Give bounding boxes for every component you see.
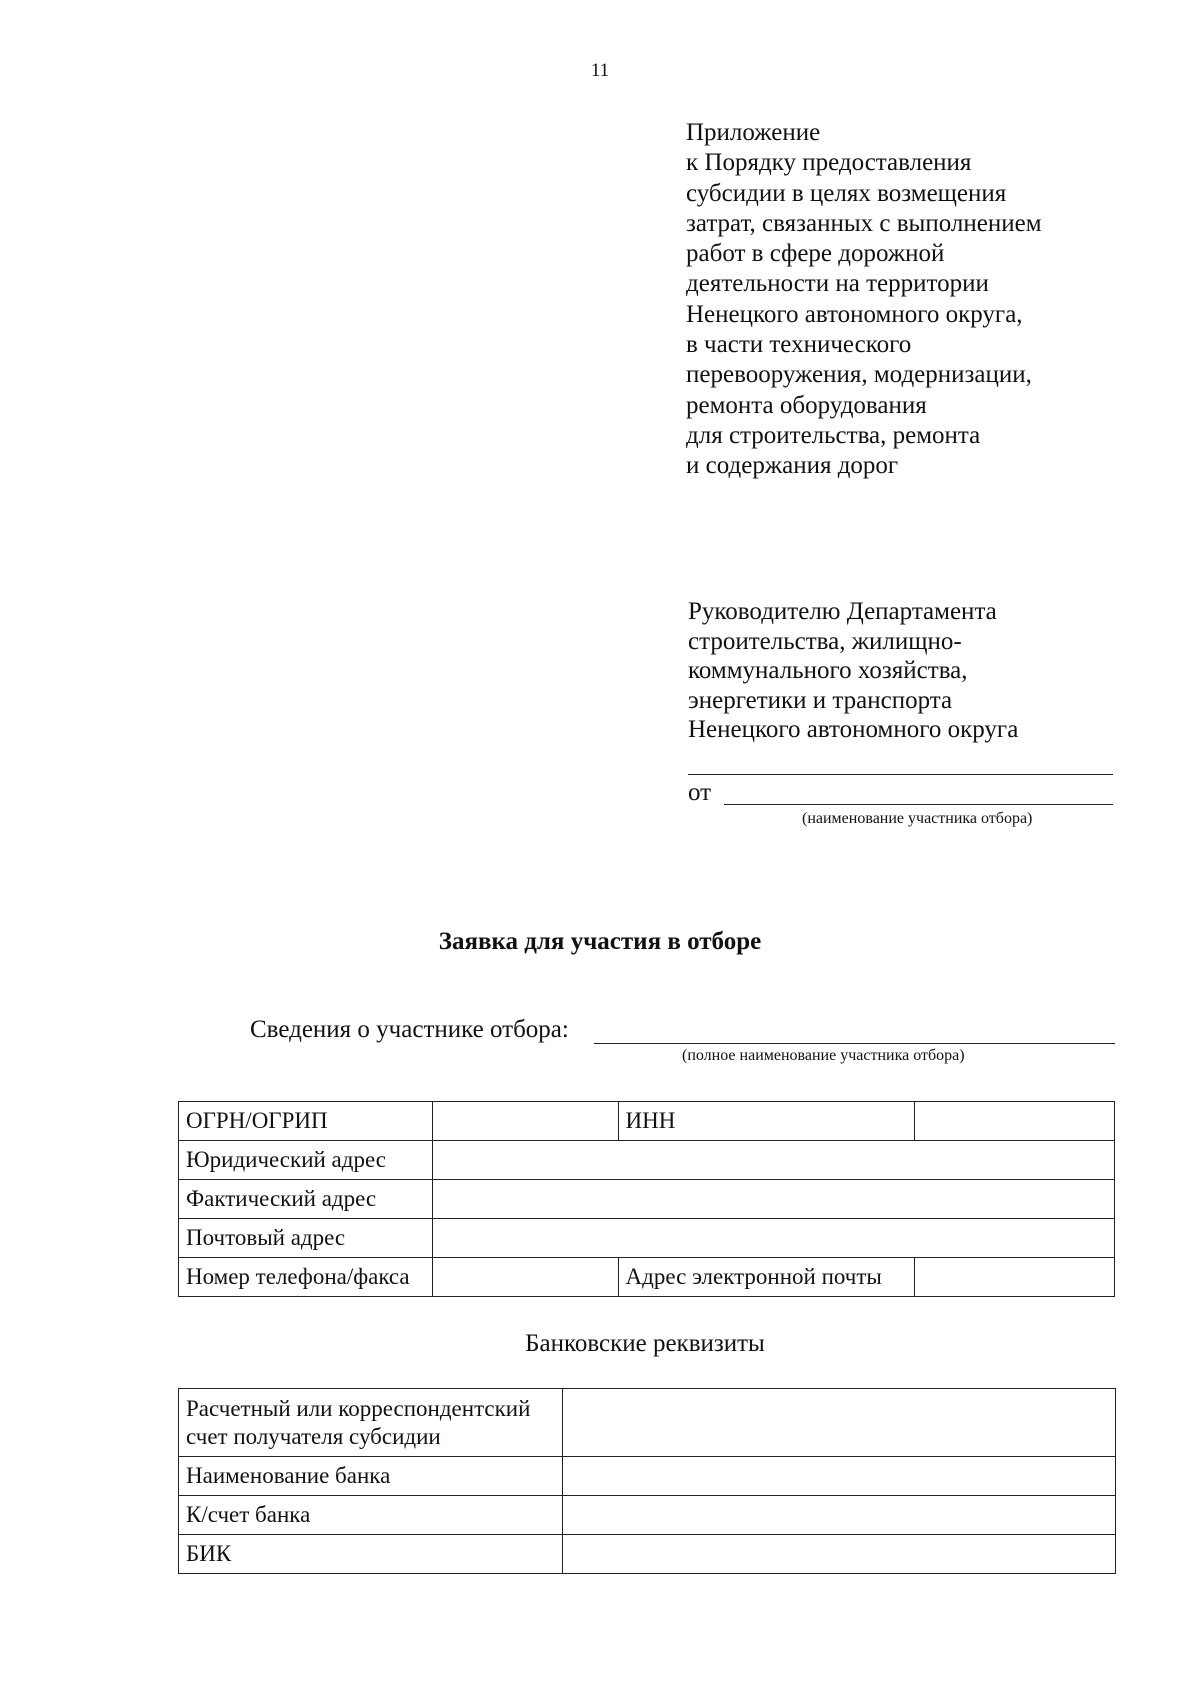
table-row [179,1102,1115,1141]
table-row [179,1457,1116,1496]
table-row [179,1219,1115,1258]
appendix-line: работ в сфере дорожной [686,240,945,268]
ogrn-label: ОГРН/ОГРИП [179,1102,433,1141]
account-label-line: Расчетный или корреспондентский [186,1395,531,1421]
account-label-line: счет получателя субсидии [186,1423,441,1449]
table-row [179,1258,1115,1297]
bank-details-heading: Банковские реквизиты [525,1330,765,1357]
appendix-line: перевооружения, модернизации, [686,361,1032,389]
phone-label: Номер телефона/факса [179,1258,433,1297]
account-label [179,1389,563,1457]
bik-label: БИК [179,1535,563,1574]
addressee-line: строительства, жилищно- [688,627,962,655]
inn-value-cell[interactable] [915,1102,1115,1141]
appendix-line: деятельности на территории [686,270,989,298]
email-value-cell[interactable] [915,1258,1115,1297]
document-title: Заявка для участия в отборе [438,928,762,955]
legal-address-label: Юридический адрес [179,1141,433,1180]
from-caption: (наименование участника отбора) [802,810,1033,827]
appendix-line: Приложение [686,119,821,146]
addressee-line: Ненецкого автономного округа [688,716,1019,744]
addressee-blank-line[interactable] [688,774,1113,775]
email-label: Адрес электронной почты [618,1258,915,1297]
appendix-line: и содержания дорог [686,452,899,480]
inn-label: ИНН [618,1102,915,1141]
addressee-line: Руководителю Департамента [688,598,997,625]
corr-account-label: К/счет банка [179,1496,563,1535]
appendix-line: субсидии в целях возмещения [686,179,1007,207]
appendix-line: Ненецкого автономного округа, [686,300,1023,328]
phone-value-cell[interactable] [432,1258,618,1297]
appendix-line: к Порядку предоставления [686,149,972,177]
legal-address-value-cell[interactable] [432,1141,1114,1180]
participant-info-caption: (полное наименование участника отбора) [682,1047,965,1064]
postal-address-label: Почтовый адрес [179,1219,433,1258]
participant-info-label: Сведения о участнике отбора: [250,1016,569,1043]
table-row [179,1389,1116,1457]
ogrn-value-cell[interactable] [432,1102,618,1141]
appendix-heading-block [686,118,1042,482]
appendix-line: в части технического [686,331,912,359]
table-row [179,1141,1115,1180]
addressee-line: коммунального хозяйства, [688,657,968,685]
addressee-block [688,597,1018,745]
bank-name-label: Наименование банка [179,1457,563,1496]
table-row [179,1496,1116,1535]
appendix-line: ремонта оборудования [686,391,927,419]
bik-value-cell[interactable] [562,1535,1115,1574]
bank-name-value-cell[interactable] [562,1457,1115,1496]
addressee-line: энергетики и транспорта [688,686,953,714]
participant-table [178,1101,1115,1297]
actual-address-value-cell[interactable] [432,1180,1114,1219]
account-value-cell[interactable] [562,1389,1115,1457]
bank-table [178,1388,1116,1574]
appendix-line: для строительства, ремонта [686,421,981,449]
table-row [179,1535,1116,1574]
table-row [179,1180,1115,1219]
actual-address-label: Фактический адрес [179,1180,433,1219]
participant-name-blank-line[interactable] [594,1043,1115,1044]
postal-address-value-cell[interactable] [432,1219,1114,1258]
appendix-line: затрат, связанных с выполнением [686,209,1042,237]
page-number: 11 [590,60,610,81]
from-blank-line[interactable] [724,804,1113,805]
corr-account-value-cell[interactable] [562,1496,1115,1535]
from-label: от [688,779,712,806]
